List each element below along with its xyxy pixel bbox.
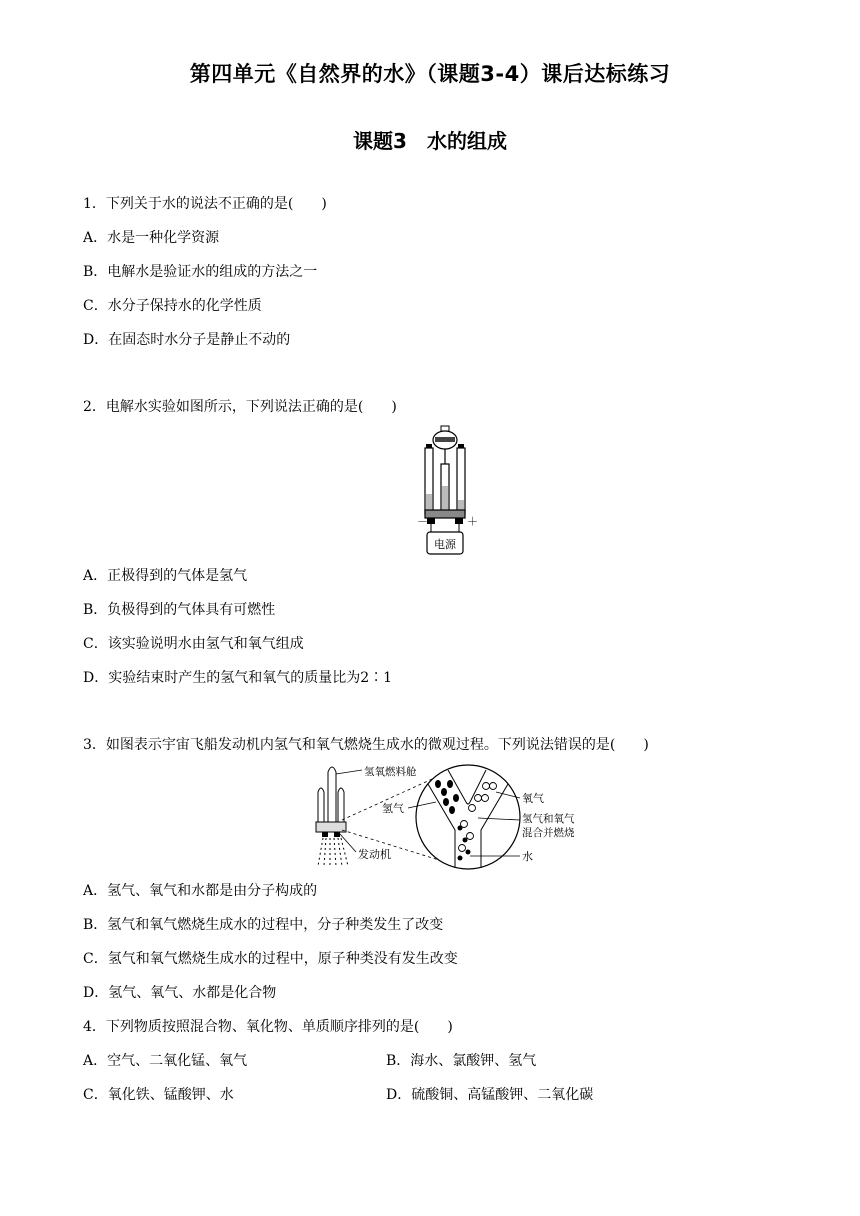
electrolysis-diagram xyxy=(405,424,485,556)
reservoir-bulb-icon xyxy=(433,426,457,464)
question-1-option-c: C．水分子保持水的化学性质 xyxy=(83,298,262,314)
question-2-option-b: B．负极得到的气体具有可燃性 xyxy=(83,602,276,618)
exhaust-plume-icon xyxy=(318,838,348,866)
question-1-option-a: A．水是一种化学资源 xyxy=(83,230,220,246)
fuel-tank-label: 氢氧燃料舱 xyxy=(364,766,417,778)
question-3-stem: 3．如图表示宇宙飞船发动机内氢气和氧气燃烧生成水的微观过程。下列说法错误的是( ) xyxy=(83,737,649,753)
question-1-option-b: B．电解水是验证水的组成的方法之一 xyxy=(83,264,318,280)
question-1-option-d: D．在固态时水分子是静止不动的 xyxy=(83,332,291,348)
question-2-option-c: C．该实验说明水由氢气和氧气组成 xyxy=(83,636,304,652)
minus-label: － xyxy=(417,515,428,528)
mix-label-line2: 混合并燃烧 xyxy=(522,827,575,839)
left-electrode-tube-icon xyxy=(425,444,433,514)
question-1-stem: 1．下列关于水的说法不正确的是( ) xyxy=(83,196,327,212)
right-electrode-tube-icon xyxy=(457,444,465,514)
power-supply-icon xyxy=(427,532,463,554)
question-2-option-a: A．正极得到的气体是氢气 xyxy=(83,568,248,584)
question-4-option-c: C．氧化铁、锰酸钾、水 xyxy=(83,1087,234,1103)
question-3-option-a: A．氢气、氧气和水都是由分子构成的 xyxy=(83,883,318,899)
oxygen-label: 氧气 xyxy=(522,792,544,805)
question-4-option-b: B．海水、氯酸钾、氢气 xyxy=(386,1053,537,1069)
power-supply-label: 电源 xyxy=(434,538,456,551)
question-2-option-d: D．实验结束时产生的氢气和氧气的质量比为2∶1 xyxy=(83,670,393,686)
question-4-option-d: D．硫酸铜、高锰酸钾、二氧化碳 xyxy=(386,1087,594,1103)
water-label: 水 xyxy=(522,850,533,863)
mix-label-line1: 氢气和氧气 xyxy=(522,813,575,825)
hydrogen-label: 氢气 xyxy=(382,802,404,815)
section-title: 课题3 水的组成 xyxy=(353,129,507,153)
question-3-option-b: B．氢气和氧气燃烧生成水的过程中，分子种类发生了改变 xyxy=(83,917,444,933)
page-title: 第四单元《自然界的水》（课题3-4）课后达标练习 xyxy=(189,62,671,86)
engine-label: 发动机 xyxy=(358,848,391,861)
rocket-icon xyxy=(316,767,346,837)
plus-label: ＋ xyxy=(467,515,478,528)
question-3-option-c: C．氢气和氧气燃烧生成水的过程中，原子种类没有发生改变 xyxy=(83,951,458,967)
question-4-stem: 4．下列物质按照混合物、氧化物、单质顺序排列的是( ) xyxy=(83,1019,453,1035)
question-3-option-d: D．氢气、氧气、水都是化合物 xyxy=(83,985,277,1001)
question-2-stem: 2．电解水实验如图所示，下列说法正确的是( ) xyxy=(83,399,397,415)
question-4-option-a: A．空气、二氧化锰、氧气 xyxy=(83,1053,248,1069)
spacecraft-engine-diagram xyxy=(310,762,600,872)
